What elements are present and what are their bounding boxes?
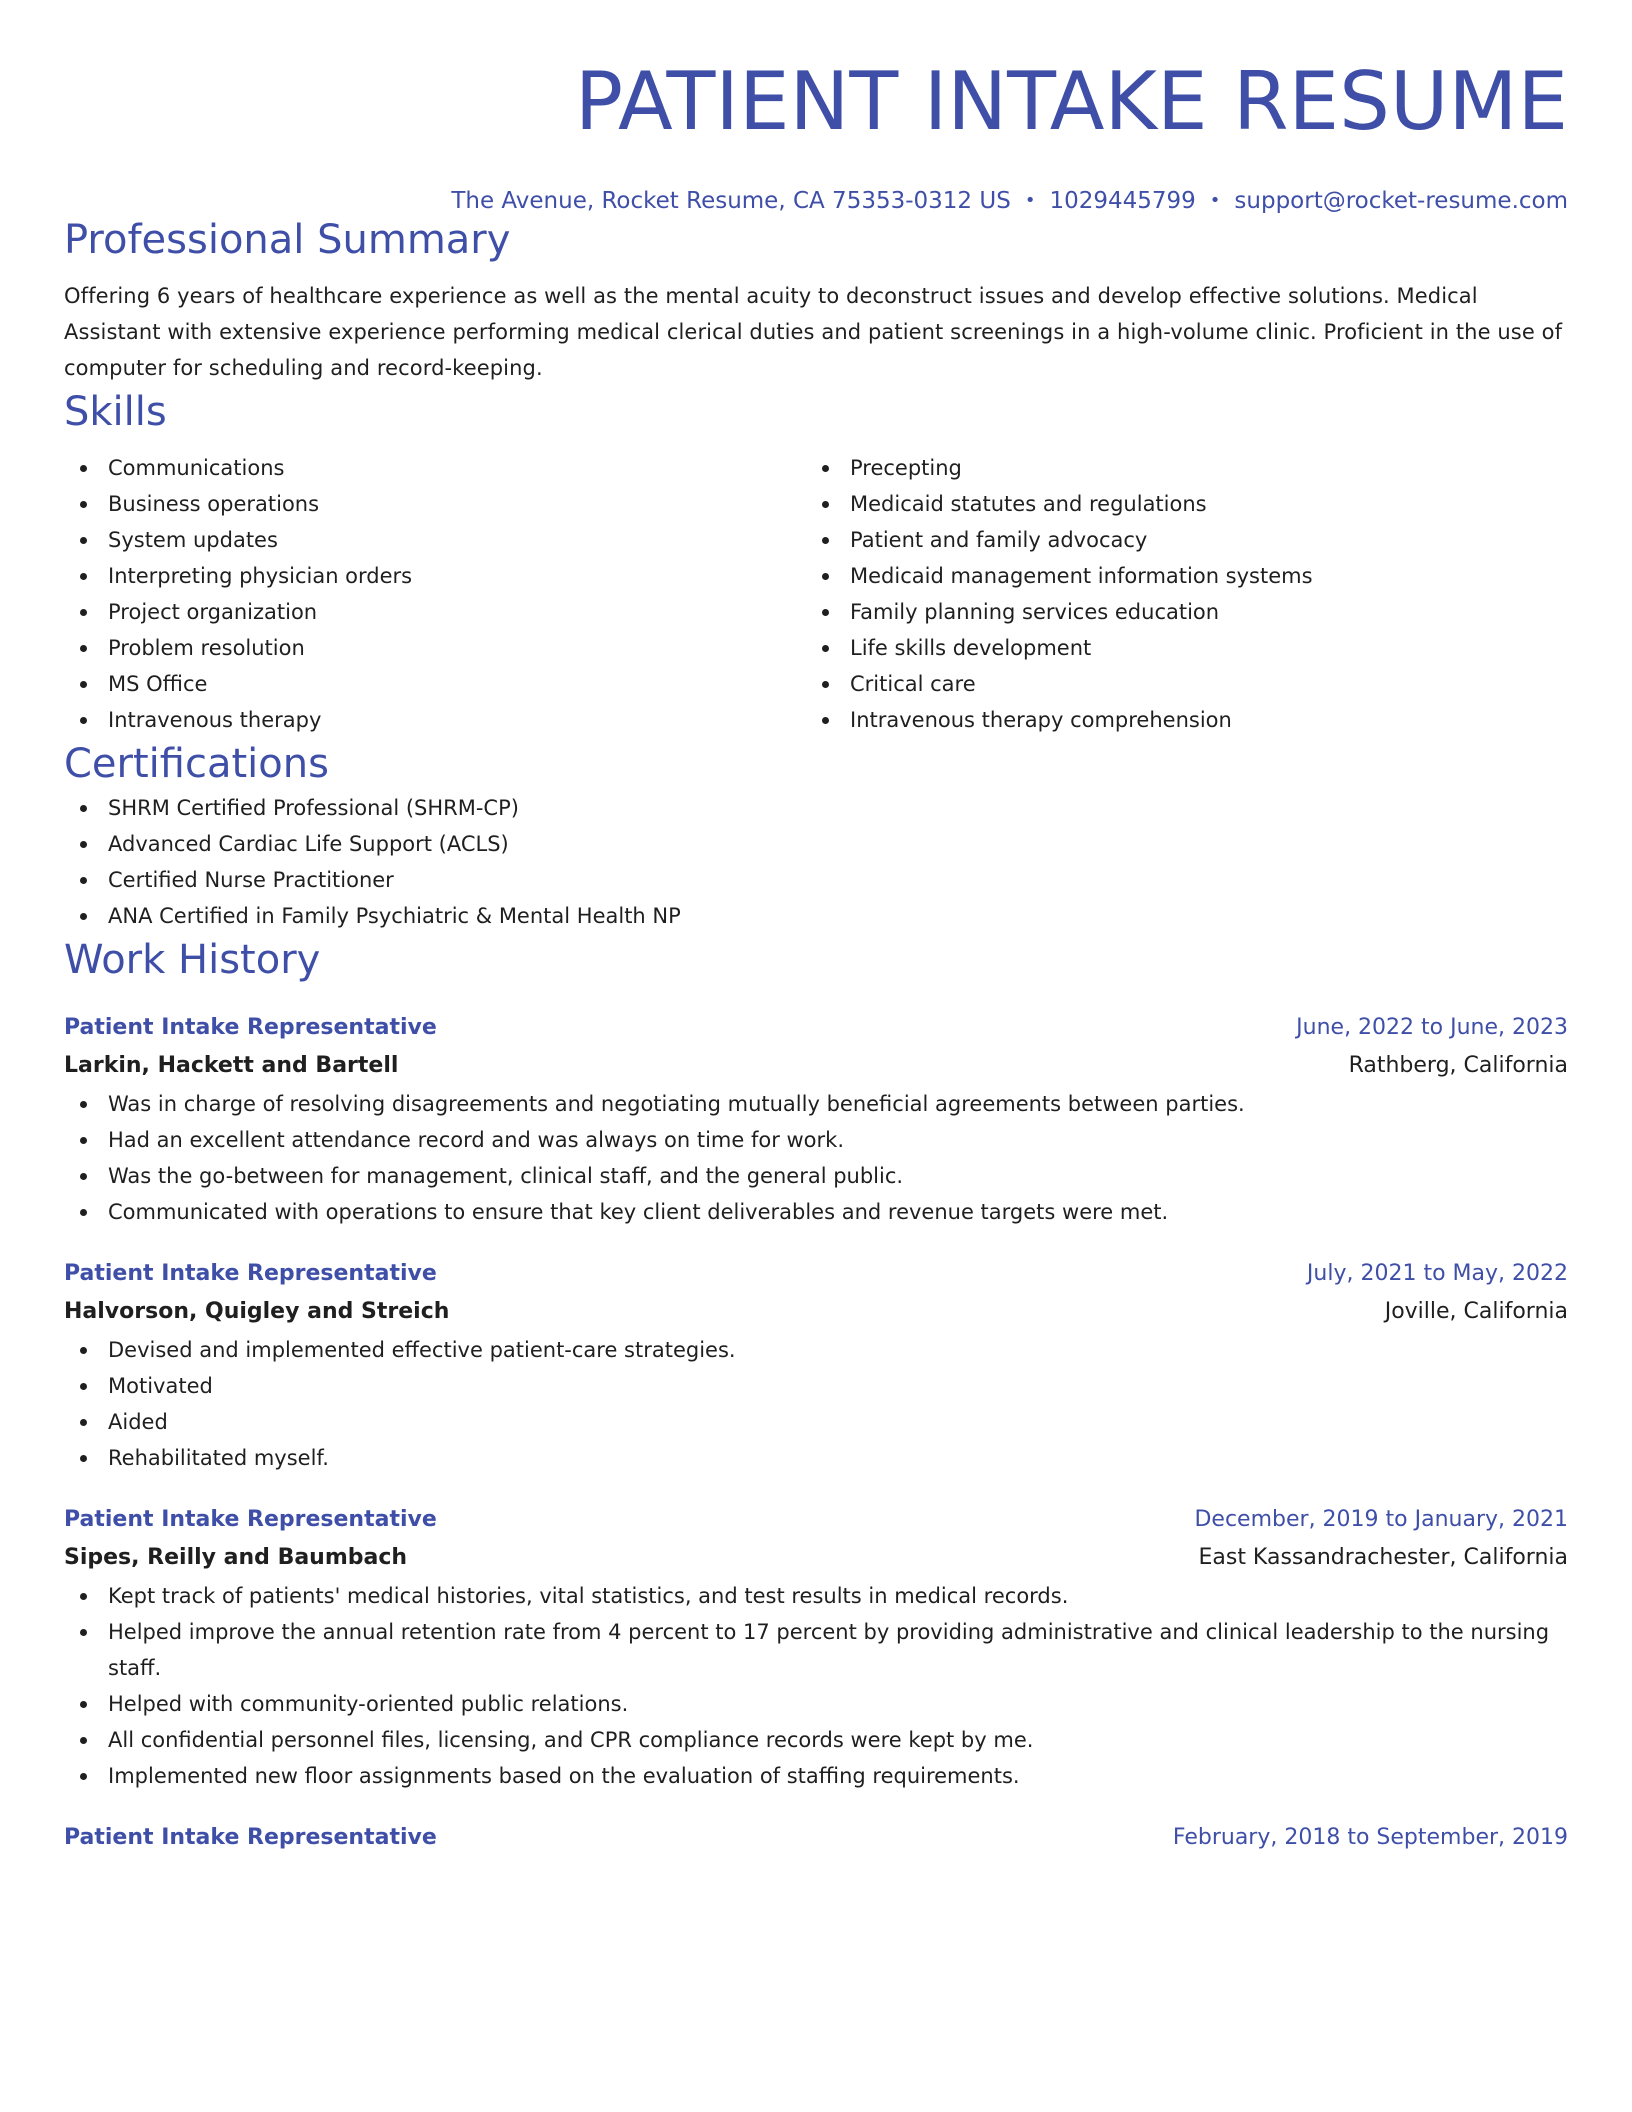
list-item: Certified Nurse Practitioner <box>64 862 1568 898</box>
job-title-row <box>64 1502 1568 1538</box>
job-duties-list <box>64 1578 1568 1794</box>
list-item: Medicaid management information systems <box>806 558 1548 594</box>
resume-page <box>64 0 1568 1856</box>
list-item: Family planning services education <box>806 594 1548 630</box>
contact-separator: • <box>1209 190 1221 211</box>
job-location: East Kassandrachester, California <box>1198 1545 1568 1570</box>
list-item: Problem resolution <box>64 630 806 666</box>
certifications-list <box>64 790 1568 934</box>
list-item: Rehabilitated myself. <box>64 1440 1568 1476</box>
list-item: Implemented new floor assignments based on the evaluation of staffing requirements. <box>64 1758 1568 1794</box>
list-item: Life skills development <box>806 630 1548 666</box>
list-item: Project organization <box>64 594 806 630</box>
summary-text: Offering 6 years of healthcare experience as well as the mental acuity to deconstruct issues and develop effective solutions. Medical Assistant with extensive experience performing medical clerical duties and patient screenings in a high-volume clinic. Proficient in the use of computer for scheduling and record-keeping. <box>64 284 1563 380</box>
job-title-row <box>64 1256 1568 1292</box>
job-company-row <box>64 1046 1568 1086</box>
list-item: Interpreting physician orders <box>64 558 806 594</box>
contact-separator: • <box>1024 190 1036 211</box>
job-duties-list <box>64 1332 1568 1476</box>
list-item: Devised and implemented effective patient-care strategies. <box>64 1332 1568 1368</box>
skills-column-left <box>64 450 806 738</box>
job-company: Larkin, Hackett and Bartell <box>64 1053 399 1078</box>
skills-heading: Skills <box>64 389 167 435</box>
job-title-row <box>64 1010 1568 1046</box>
list-item: Intravenous therapy comprehension <box>806 702 1548 738</box>
job-title: Patient Intake Representative <box>64 1015 437 1040</box>
skills-list-right <box>806 450 1548 738</box>
work-history-list <box>64 1010 1568 1856</box>
summary-heading: Professional Summary <box>64 217 511 263</box>
list-item: ANA Certified in Family Psychiatric & Mental Health NP <box>64 898 1568 934</box>
resume-header <box>64 0 1568 214</box>
job-dates: December, 2019 to January, 2021 <box>1194 1507 1568 1532</box>
contact-email[interactable]: support@rocket-resume.com <box>1234 188 1568 214</box>
list-item: Was the go-between for management, clinical staff, and the general public. <box>64 1158 1568 1194</box>
list-item: Aided <box>64 1404 1568 1440</box>
list-item: Communicated with operations to ensure that key client deliverables and revenue targets were met. <box>64 1194 1568 1230</box>
job-title: Patient Intake Representative <box>64 1261 437 1286</box>
skills-grid <box>64 450 1568 738</box>
list-item: Medicaid statutes and regulations <box>806 486 1548 522</box>
job-title: Patient Intake Representative <box>64 1507 437 1532</box>
skills-list-left <box>64 450 806 738</box>
list-item: Patient and family advocacy <box>806 522 1548 558</box>
job-company-row <box>64 1292 1568 1332</box>
job-entry <box>64 1010 1568 1230</box>
contact-line <box>64 188 1568 214</box>
list-item: Had an excellent attendance record and was always on time for work. <box>64 1122 1568 1158</box>
job-location: Rathberg, California <box>1348 1053 1568 1078</box>
list-item: Helped with community-oriented public relations. <box>64 1686 1568 1722</box>
contact-address: The Avenue, Rocket Resume, CA 75353-0312 US <box>451 188 1011 214</box>
job-company-row <box>64 1538 1568 1578</box>
job-duties-list <box>64 1086 1568 1230</box>
resume-name: PATIENT INTAKE RESUME <box>574 55 1568 148</box>
job-dates: June, 2022 to June, 2023 <box>1296 1015 1568 1040</box>
list-item: Advanced Cardiac Life Support (ACLS) <box>64 826 1568 862</box>
job-dates: July, 2021 to May, 2022 <box>1306 1261 1568 1286</box>
list-item: System updates <box>64 522 806 558</box>
skills-column-right <box>806 450 1548 738</box>
list-item: Was in charge of resolving disagreements and negotiating mutually beneficial agreements between parties. <box>64 1086 1568 1122</box>
list-item: Helped improve the annual retention rate from 4 percent to 17 percent by providing administrative and clinical leadership to the nursing staff. <box>64 1614 1568 1686</box>
list-item: Critical care <box>806 666 1548 702</box>
list-item: SHRM Certified Professional (SHRM-CP) <box>64 790 1568 826</box>
list-item: Motivated <box>64 1368 1568 1404</box>
job-entry <box>64 1502 1568 1794</box>
list-item: Kept track of patients' medical histories, vital statistics, and test results in medical records. <box>64 1578 1568 1614</box>
certifications-heading: Certifications <box>64 741 329 787</box>
job-dates: February, 2018 to September, 2019 <box>1172 1825 1568 1850</box>
job-entry <box>64 1256 1568 1476</box>
list-item: Business operations <box>64 486 806 522</box>
work-history-heading: Work History <box>64 937 321 983</box>
list-item: MS Office <box>64 666 806 702</box>
job-title-row <box>64 1820 1568 1856</box>
job-company: Halvorson, Quigley and Streich <box>64 1299 450 1324</box>
list-item: All confidential personnel files, licensing, and CPR compliance records were kept by me. <box>64 1722 1568 1758</box>
job-title: Patient Intake Representative <box>64 1825 437 1850</box>
list-item: Intravenous therapy <box>64 702 806 738</box>
job-company: Sipes, Reilly and Baumbach <box>64 1545 408 1570</box>
list-item: Precepting <box>806 450 1548 486</box>
job-entry <box>64 1820 1568 1856</box>
list-item: Communications <box>64 450 806 486</box>
job-location: Joville, California <box>1384 1299 1568 1324</box>
contact-phone: 1029445799 <box>1049 188 1196 214</box>
